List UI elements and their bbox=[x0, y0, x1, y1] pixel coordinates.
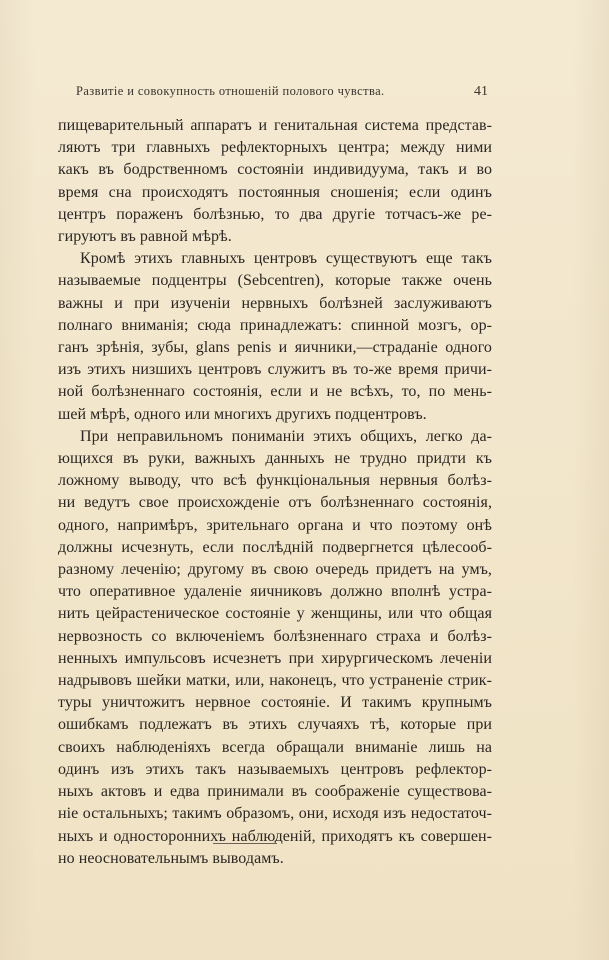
end-rule bbox=[213, 843, 277, 844]
running-head-title: Развитіе и совокупность отношеній полового чувства. bbox=[76, 84, 385, 98]
text-line: Кромѣ этихъ главныхъ центровъ существуютъ еще такъ bbox=[80, 250, 492, 268]
text-line: разному леченію; другому въ свою очередь придетъ на умъ, bbox=[58, 561, 492, 579]
text-line: центръ пораженъ болѣзнью, то два другіе тотчасъ-же ре- bbox=[58, 205, 492, 223]
paragraph bbox=[58, 248, 492, 426]
text-line: что оперативное удаленіе яичниковъ должно вполнѣ устра- bbox=[58, 583, 492, 601]
paragraph bbox=[58, 115, 492, 248]
text-line: ложному выводу, что всѣ функціональныя нервныя болѣз- bbox=[58, 472, 492, 490]
paragraph bbox=[58, 426, 492, 870]
text-line: шей мѣрѣ, одного или многихъ другихъ подцентровъ. bbox=[58, 405, 427, 423]
text-line: нервозность со включеніемъ болѣзненнаго страха и болѣз- bbox=[58, 627, 492, 645]
text-line: ной болѣзненнаго состоянія, если и не всѣхъ, то, по мень- bbox=[58, 383, 492, 401]
text-line: одного, напримѣръ, зрительнаго органа и что поэтому онѣ bbox=[58, 516, 492, 534]
text-line: важны и при изученіи нервныхъ болѣзней заслуживаютъ bbox=[58, 294, 492, 312]
text-line: гируютъ въ равной мѣрѣ. bbox=[58, 228, 232, 246]
text-line: какъ въ бодрственномъ состояніи индивидуума, такъ и во bbox=[58, 161, 492, 179]
text-line: нить цейрастеническое состояніе у женщины, или что общая bbox=[58, 605, 492, 623]
text-line: называемые подцентры (Sebcentren), которые также очень bbox=[58, 272, 492, 290]
text-line: При неправильномъ пониманіи этихъ общихъ, легко да- bbox=[80, 427, 492, 445]
text-line: время сна происходятъ постоянныя сношенія; если одинъ bbox=[58, 183, 492, 201]
text-line: надрывовъ шейки матки, или, наконецъ, что устраненіе стрик- bbox=[58, 672, 492, 690]
text-line: пищеварительный аппаратъ и генитальная система представ- bbox=[58, 117, 492, 134]
text-line: ныхъ актовъ и едва принимали въ соображеніе существова- bbox=[58, 783, 492, 801]
text-line: ныхъ и одностороннихъ наблюденій, приходятъ къ совершен- bbox=[58, 827, 492, 845]
text-line: полнаго вниманія; сюда принадлежатъ: спинной мозгъ, ор- bbox=[58, 316, 492, 334]
body-text bbox=[58, 115, 492, 870]
text-line: ющихся въ руки, важныхъ данныхъ не трудно придти къ bbox=[58, 450, 492, 468]
text-line: ганъ зрѣнія, зубы, glans penis и яичники,—страданіе одного bbox=[58, 339, 492, 357]
text-line: ошибкамъ подлежатъ въ этихъ случаяхъ тѣ, которые при bbox=[58, 716, 492, 734]
text-line: ніе остальныхъ; такимъ образомъ, они, исходя изъ недостаточ- bbox=[58, 805, 492, 823]
text-line: изъ этихъ низшихъ центровъ служитъ въ то-же время причи- bbox=[58, 361, 492, 379]
text-line: туры уничтожитъ нервное состояніе. И такимъ крупнымъ bbox=[58, 694, 492, 712]
text-line: ляютъ три главныхъ рефлекторныхъ центра; между ними bbox=[58, 139, 492, 157]
text-line: своихъ наблюденіяхъ всегда обращали вниманіе лишь на bbox=[58, 738, 492, 756]
text-line: ненныхъ импульсовъ исчезнетъ при хирургическомъ леченіи bbox=[58, 649, 492, 667]
text-line: ни ведутъ свое происхожденіе отъ болѣзненнаго состоянія, bbox=[58, 494, 492, 512]
running-head bbox=[76, 84, 488, 100]
text-line: одинъ изъ этихъ такъ называемыхъ центровъ рефлектор- bbox=[58, 760, 492, 778]
text-line: но неосновательнымъ выводамъ. bbox=[58, 849, 284, 867]
text-line: должны исчезнуть, если послѣдній подвергнется цѣлесооб- bbox=[58, 538, 492, 556]
page-number: 41 bbox=[474, 84, 488, 99]
